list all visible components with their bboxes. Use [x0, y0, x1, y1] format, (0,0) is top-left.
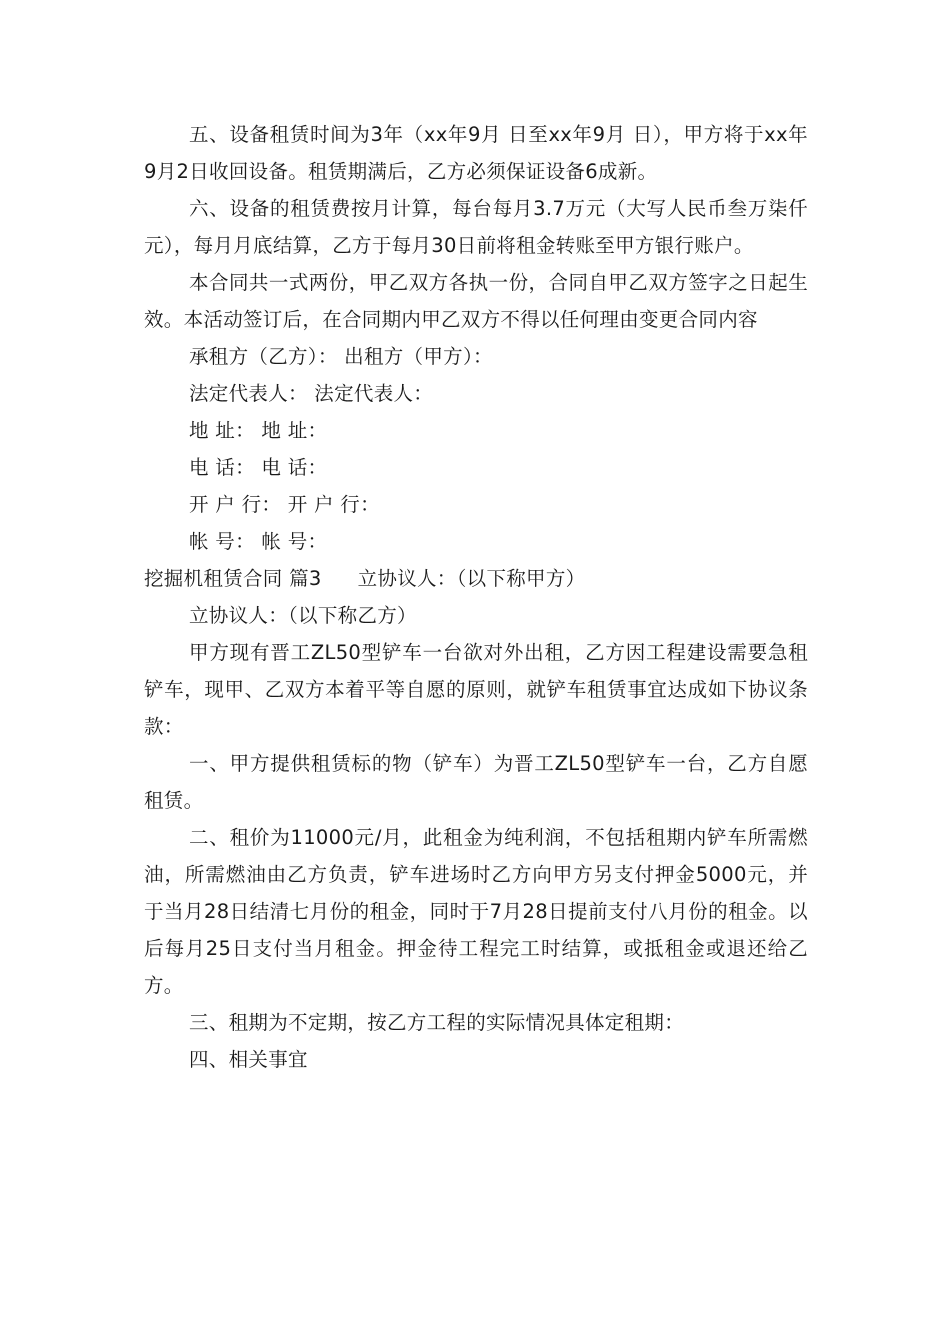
paragraph-rental-fee: 六、设备的租赁费按月计算，每台每月3.7万元（大写人民币叁万柒仟元），每月月底结算，乙方于每月30日前将租金转账至甲方银行账户。	[144, 197, 808, 257]
signature-line-phone: 电 话： 电 话：	[189, 456, 328, 479]
signature-line-account: 帐 号： 帐 号：	[189, 530, 328, 553]
signature-line-legal-representative: 法定代表人： 法定代表人：	[189, 382, 434, 405]
paragraph-equipment-lease-term: 五、设备租赁时间为3年（xx年9月 日至xx年9月 日），甲方将于xx年9月2日收回设备。租赁期满后，乙方必须保证设备6成新。	[144, 123, 808, 183]
section-title: 挖掘机租赁合同 篇3	[144, 567, 322, 590]
clause-2-price: 二、租价为11000元/月，此租金为纯利润，不包括租期内铲车所需燃油，所需燃油由乙方负责，铲车进场时乙方向甲方另支付押金5000元，并于当月28日结清七月份的租金，同时于7月28日提前支付八月份的租金。以后每月25日支付当月租金。押金待工程完工时结算，或抵租金或退还给乙方。	[144, 826, 808, 997]
party-a-intro: 立协议人：（以下称甲方）	[357, 567, 586, 590]
signature-line-bank: 开 户 行： 开 户 行：	[189, 493, 380, 516]
document-page	[144, 116, 808, 1078]
signature-line-address: 地 址： 地 址：	[189, 419, 328, 442]
clause-4-related-matters: 四、相关事宜	[189, 1048, 308, 1071]
paragraph-preamble: 甲方现有晋工ZL50型铲车一台欲对外出租，乙方因工程建设需要急租铲车，现甲、乙双方本着平等自愿的原则，就铲车租赁事宜达成如下协议条款：	[144, 641, 808, 738]
clause-3-term: 三、租期为不定期，按乙方工程的实际情况具体定租期：	[189, 1011, 685, 1034]
clause-1-subject: 一、甲方提供租赁标的物（铲车）为晋工ZL50型铲车一台，乙方自愿租赁。	[144, 752, 808, 812]
signature-line-parties: 承租方（乙方）： 出租方（甲方）：	[189, 345, 493, 368]
party-b-intro: 立协议人：（以下称乙方）	[189, 604, 417, 627]
paragraph-contract-validity: 本合同共一式两份，甲乙双方各执一份，合同自甲乙双方签字之日起生效。本活动签订后，在合同期内甲乙双方不得以任何理由变更合同内容	[144, 271, 808, 331]
section-heading-line	[144, 560, 808, 597]
